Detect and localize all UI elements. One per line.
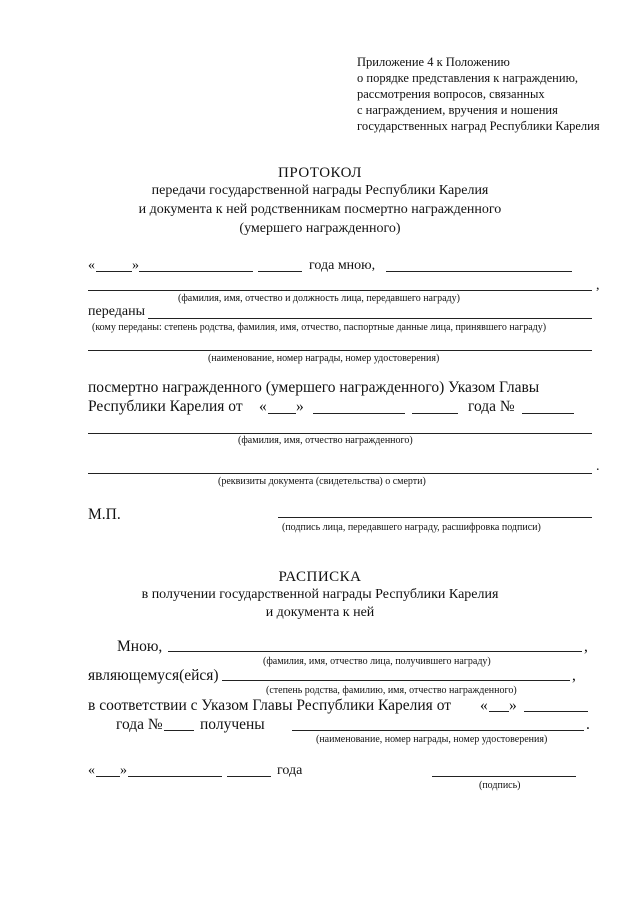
received-items-field[interactable] <box>292 730 584 731</box>
caption-sign: (подпись) <box>479 780 521 791</box>
period: . <box>596 459 600 474</box>
being-label: являющемуся(ейся) <box>88 667 219 684</box>
decree-line-2-label: Республики Карелия от <box>88 398 243 415</box>
receipt-decree-month-field[interactable] <box>524 711 588 712</box>
transferred-label: переданы <box>88 304 145 319</box>
appendix-line: Приложение 4 к Положению <box>357 55 510 69</box>
receipt-decree-day-field[interactable] <box>489 711 509 712</box>
appendix-line: о порядке представления к награждению, <box>357 71 579 85</box>
appendix-line: государственных наград Республики Карелия <box>357 119 600 133</box>
decree-close-quote: » <box>296 398 304 415</box>
caption-receipt-award: (наименование, номер награды, номер удостоверения) <box>316 734 548 745</box>
deceased-name-field[interactable] <box>88 433 592 434</box>
caption-death-doc: (реквизиты документа (свидетельства) о смерти) <box>218 476 426 487</box>
day-field[interactable] <box>96 271 132 272</box>
date-open-quote: « <box>88 258 95 273</box>
decree-day-field[interactable] <box>268 413 296 414</box>
recipient-name-field[interactable] <box>168 651 582 652</box>
caption-award: (наименование, номер награды, номер удостоверения) <box>208 353 440 364</box>
award-field[interactable] <box>88 350 592 351</box>
receipt-year-field[interactable] <box>227 776 271 777</box>
receipt-open-quote: « <box>480 697 488 714</box>
comma: , <box>572 667 576 684</box>
comma: , <box>584 638 588 655</box>
receipt-day-field[interactable] <box>96 776 120 777</box>
receipt-decree-line: в соответствии с Указом Главы Республики Карелия от <box>88 697 452 714</box>
receipt-year-label: года № <box>116 716 163 733</box>
decree-year-field[interactable] <box>412 413 458 414</box>
receipt-close-quote: » <box>509 697 517 714</box>
by-me-label: Мною, <box>117 638 163 655</box>
caption-relation: (степень родства, фамилию, имя, отчество награжденного) <box>266 685 517 696</box>
appendix-line: рассмотрения вопросов, связанных <box>357 87 545 101</box>
protocol-subtitle-1: передачи государственной награды Республики Карелия <box>151 183 489 198</box>
receipt-subtitle-2: и документа к ней <box>265 605 375 620</box>
death-doc-field[interactable] <box>88 473 592 474</box>
relation-field[interactable] <box>222 680 570 681</box>
date-suffix: года мною, <box>309 258 376 273</box>
protocol-title: ПРОТОКОЛ <box>278 165 362 181</box>
recipient-signature-field[interactable] <box>432 776 576 777</box>
receipt-number-field[interactable] <box>164 730 194 731</box>
receipt-month-field[interactable] <box>128 776 222 777</box>
period: . <box>586 716 590 733</box>
receipt-subtitle-1: в получении государственной награды Республики Карелия <box>141 587 499 602</box>
appendix-line: с награждением, вручения и ношения <box>357 103 558 117</box>
seal-label: М.П. <box>88 506 121 523</box>
caption-recipient: (фамилия, имя, отчество лица, получившего награду) <box>263 656 491 667</box>
decree-number-field[interactable] <box>522 413 574 414</box>
protocol-subtitle-2: и документа к ней родственникам посмертно награжденного <box>138 202 502 217</box>
giver-name-field[interactable] <box>386 271 572 272</box>
receipt-date-suffix: года <box>277 763 303 778</box>
year-field[interactable] <box>258 271 302 272</box>
receiver-field[interactable] <box>148 318 592 319</box>
date-close-quote: » <box>132 258 139 273</box>
decree-month-field[interactable] <box>313 413 405 414</box>
protocol-subtitle-3: (умершего награжденного) <box>239 221 401 236</box>
giver-signature-field[interactable] <box>278 517 592 518</box>
received-label: получены <box>200 716 265 733</box>
caption-giver: (фамилия, имя, отчество и должность лица, передавшего награду) <box>178 293 460 304</box>
month-field[interactable] <box>139 271 253 272</box>
decree-year-label: года № <box>468 398 515 415</box>
decree-open-quote: « <box>259 398 267 415</box>
caption-signature: (подпись лица, передавшего награду, расшифровка подписи) <box>282 522 541 533</box>
receipt-date-open-quote: « <box>88 763 95 778</box>
appendix-note <box>357 54 600 134</box>
receipt-date-close-quote: » <box>120 763 127 778</box>
decree-line-1: посмертно награжденного (умершего награжденного) Указом Главы <box>88 379 540 396</box>
receipt-title: РАСПИСКА <box>278 569 362 585</box>
giver-details-field[interactable] <box>88 290 592 291</box>
caption-deceased: (фамилия, имя, отчество награжденного) <box>238 435 413 446</box>
caption-receiver: (кому переданы: степень родства, фамилия, имя, отчество, паспортные данные лица, принявшего награду) <box>92 322 547 333</box>
comma: , <box>596 278 600 293</box>
